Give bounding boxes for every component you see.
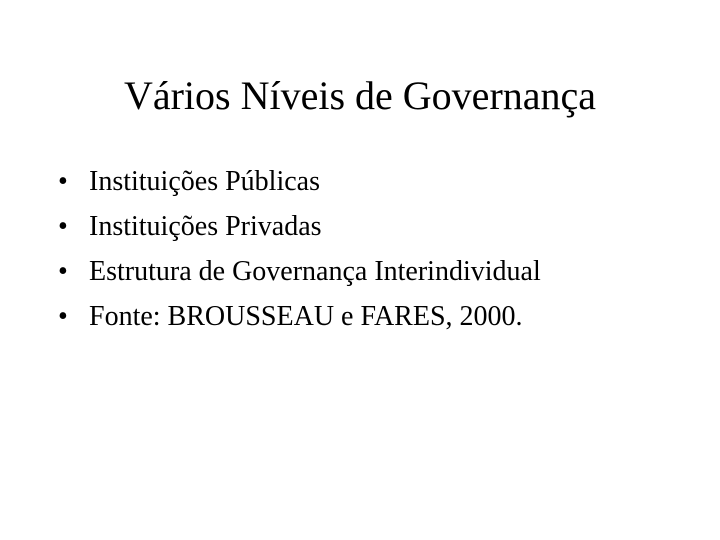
slide-title: Vários Níveis de Governança — [123, 73, 597, 118]
bullet-text: Instituições Privadas — [89, 211, 322, 242]
bullet-icon: • — [58, 166, 68, 197]
bullet-text: Estrutura de Governança Interindividual — [89, 256, 541, 287]
bullet-text: Fonte: BROUSSEAU e FARES, 2000. — [89, 301, 523, 332]
bullet-icon: • — [58, 256, 68, 287]
bullet-icon: • — [58, 301, 68, 332]
bullet-text: Instituições Públicas — [89, 166, 320, 197]
bullet-icon: • — [58, 211, 68, 242]
